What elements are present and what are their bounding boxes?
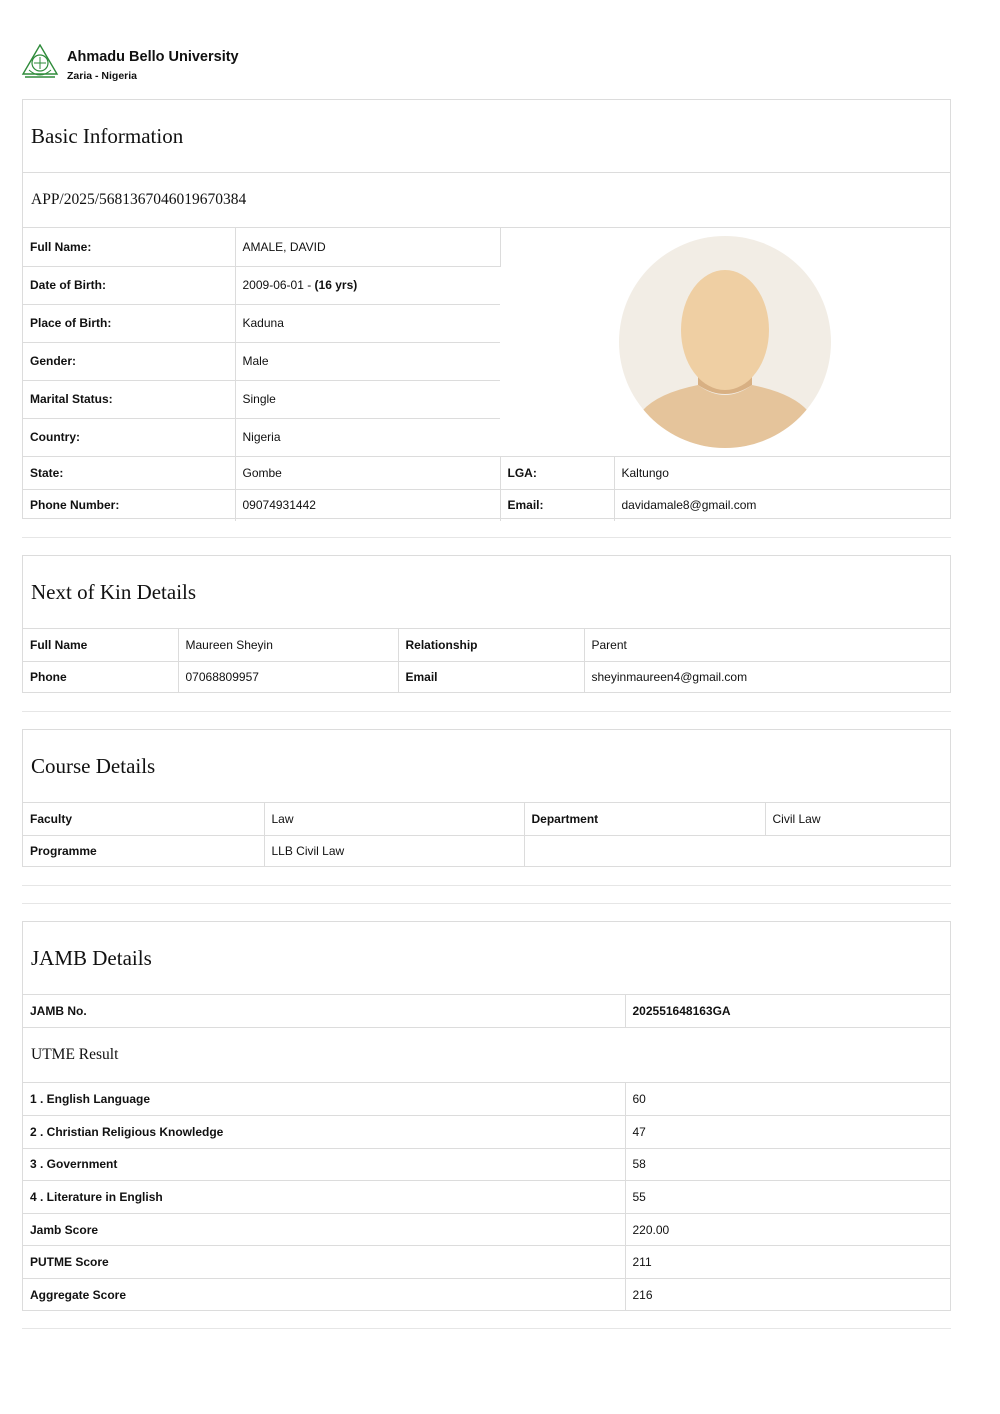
email-label: Email: [500, 489, 614, 521]
divider [22, 1328, 951, 1329]
email-value: davidamale8@gmail.com [621, 498, 757, 513]
next-of-kin-card [22, 555, 951, 693]
gender-value: Male [235, 342, 500, 380]
jamb-no-value: 202551648163GA [632, 1004, 731, 1018]
avatar-placeholder-icon [618, 235, 832, 449]
jamb-no-label: JAMB No. [23, 995, 625, 1027]
university-location: Zaria - Nigeria [67, 70, 138, 82]
subject-score: 55 [625, 1181, 950, 1214]
state-label: State: [23, 456, 235, 489]
pob-label: Place of Birth: [23, 304, 235, 342]
course-details-card [22, 729, 951, 867]
dob-label: Date of Birth: [23, 266, 235, 304]
programme-value: LLB Civil Law [264, 835, 524, 867]
subject-label: 4 . Literature in English [23, 1181, 625, 1214]
next-of-kin-title: Next of Kin Details [23, 556, 950, 629]
jamb-details-title: JAMB Details [23, 922, 950, 995]
kin-phone-label: Phone [23, 661, 178, 693]
jamb-score-label: Jamb Score [23, 1213, 625, 1246]
full-name-value: AMALE, DAVID [235, 228, 500, 266]
putme-score-label: PUTME Score [23, 1246, 625, 1279]
country-value: Nigeria [235, 418, 500, 456]
kin-phone-value: 07068809957 [178, 661, 398, 693]
pob-value: Kaduna [235, 304, 500, 342]
subject-label: 2 . Christian Religious Knowledge [23, 1116, 625, 1149]
divider [22, 537, 951, 538]
utme-result-table [23, 1083, 950, 1311]
phone-label: Phone Number: [23, 489, 235, 521]
subject-score: 58 [625, 1148, 950, 1181]
kin-relationship-value: Parent [584, 629, 950, 661]
basic-information-title: Basic Information [23, 100, 950, 173]
subject-label: 3 . Government [23, 1148, 625, 1181]
dob-value [235, 266, 500, 304]
university-crest-icon [21, 44, 59, 80]
subject-score: 60 [625, 1083, 950, 1116]
photo-cell [500, 228, 950, 456]
basic-information-card [22, 99, 951, 519]
aggregate-score-label: Aggregate Score [23, 1279, 625, 1312]
department-value: Civil Law [765, 803, 950, 835]
basic-information-table [23, 228, 950, 521]
lga-value: Kaltungo [614, 456, 950, 489]
putme-score-value: 211 [625, 1246, 950, 1279]
dob-date: 2009-06-01 - [242, 278, 315, 292]
application-number: APP/2025/5681367046019670384 [23, 173, 950, 228]
state-value: Gombe [235, 456, 500, 489]
phone-value: 09074931442 [235, 489, 500, 521]
kin-email-value: sheyinmaureen4@gmail.com [591, 670, 748, 685]
faculty-value: Law [264, 803, 524, 835]
faculty-label: Faculty [23, 803, 264, 835]
lga-label: LGA: [500, 456, 614, 489]
kin-name-label: Full Name [23, 629, 178, 661]
subject-score: 47 [625, 1116, 950, 1149]
jamb-details-card [22, 921, 951, 1311]
gender-label: Gender: [23, 342, 235, 380]
divider [22, 711, 951, 712]
empty-cell [524, 835, 950, 867]
jamb-score-value: 220.00 [625, 1213, 950, 1246]
kin-name-value: Maureen Sheyin [178, 629, 398, 661]
age: (16 yrs) [314, 278, 358, 292]
marital-status-value: Single [235, 380, 500, 418]
kin-relationship-label: Relationship [398, 629, 584, 661]
divider [22, 885, 951, 886]
jamb-number-table [23, 995, 950, 1027]
university-name: Ahmadu Bello University [67, 49, 239, 65]
course-details-title: Course Details [23, 730, 950, 803]
kin-email-label: Email [398, 661, 584, 693]
university-header [21, 44, 239, 84]
marital-status-label: Marital Status: [23, 380, 235, 418]
full-name-label: Full Name: [23, 228, 235, 266]
subject-label: 1 . English Language [23, 1083, 625, 1116]
aggregate-score-value: 216 [632, 1288, 653, 1303]
divider [22, 903, 951, 904]
utme-result-title: UTME Result [23, 1027, 950, 1083]
next-of-kin-table [23, 629, 950, 693]
country-label: Country: [23, 418, 235, 456]
department-label: Department [524, 803, 765, 835]
programme-label: Programme [23, 835, 264, 867]
course-details-table [23, 803, 950, 867]
